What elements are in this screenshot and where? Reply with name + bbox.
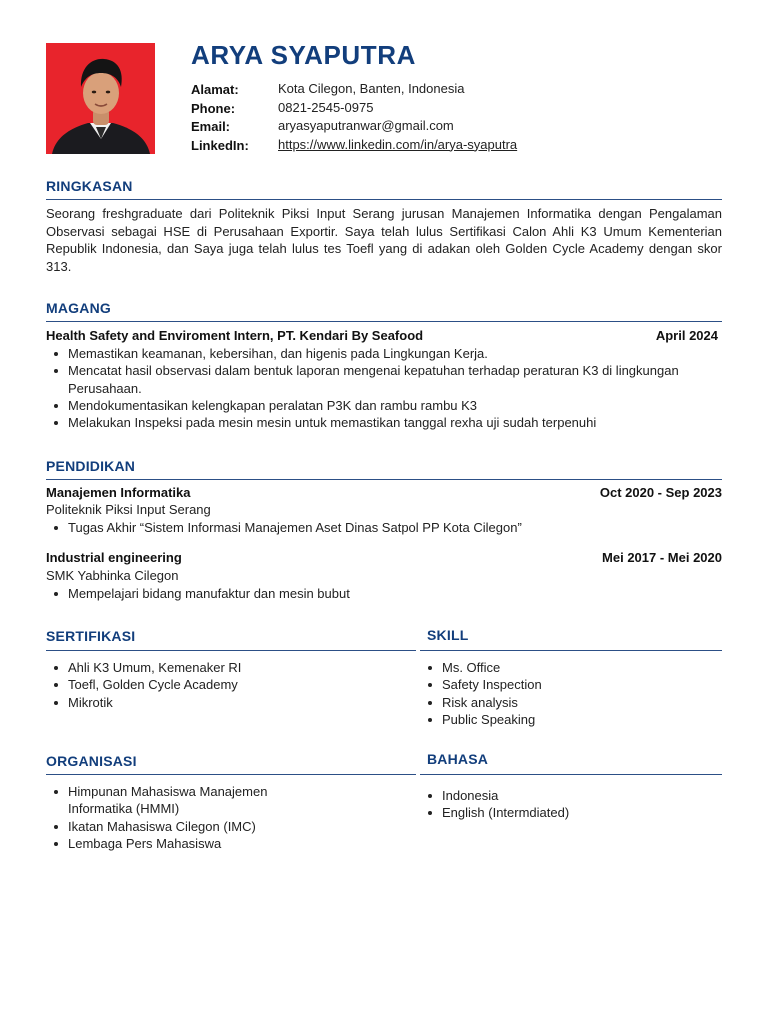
bullet-icon — [54, 790, 58, 794]
email-value: aryasyaputranwar@gmail.com — [278, 118, 454, 133]
language-text: English (Intermdiated) — [442, 805, 570, 821]
list-item — [420, 659, 722, 676]
section-divider — [46, 199, 722, 200]
internship-role: Health Safety and Enviroment Intern, PT. Kendari By Seafood — [46, 328, 424, 343]
section-title-magang: MAGANG — [46, 300, 111, 316]
education-school: Politeknik Piksi Input Serang — [46, 502, 211, 517]
bullet-icon — [54, 404, 58, 408]
section-divider — [46, 650, 416, 651]
organization-list — [46, 783, 306, 852]
phone-value: 0821-2545-0975 — [278, 99, 374, 115]
language-list — [420, 787, 722, 822]
section-title-organisasi: ORGANISASI — [46, 753, 137, 769]
bullet-icon — [428, 811, 432, 815]
section-title-bahasa: BAHASA — [427, 751, 489, 767]
section-divider — [420, 774, 722, 775]
contact-label: Phone: — [191, 100, 236, 116]
section-divider — [46, 321, 722, 322]
bullet-icon — [54, 421, 58, 425]
candidate-name: ARYA SYAPUTRA — [191, 40, 417, 70]
skill-list — [420, 659, 722, 728]
summary-text: Seorang freshgraduate dari Politeknik Piksi Input Serang jurusan Manajemen Informatika dengan Pengalaman Observasi sebagai HSE di Perusahaan Exportir. Saya telah lulus Sertifikasi Calon Ahli K3 Umum Kementerian Republik Indonesia, dan Saya juga telah lulus tes Toefl yang di adakan oleh Golden Cycle Academy dengan skor 313. — [46, 206, 722, 274]
bullet-icon — [54, 701, 58, 705]
education-date: Oct 2020 - Sep 2023 — [599, 485, 722, 500]
bullet-icon — [428, 683, 432, 687]
list-item — [420, 711, 722, 728]
organization-text: Himpunan Mahasiswa Manajemen Informatika (HMMI) — [68, 784, 268, 817]
certification-text: Mikrotik — [68, 694, 113, 710]
section-title-pendidikan: PENDIDIKAN — [46, 458, 136, 474]
list-item — [46, 694, 406, 711]
section-divider — [46, 774, 416, 775]
education-date: Mei 2017 - Mei 2020 — [602, 550, 722, 565]
certification-text: Toefl, Golden Cycle Academy — [68, 677, 238, 693]
note-text: Tugas Akhir “Sistem Informasi Manajemen Aset Dinas Satpol PP Kota Cilegon” — [68, 520, 522, 535]
section-title-ringkasan: RINGKASAN — [46, 178, 133, 194]
bullet-icon — [428, 701, 432, 705]
list-item — [420, 676, 722, 693]
organization-text: Lembaga Pers Mahasiswa — [68, 835, 222, 851]
bullet-icon — [54, 842, 58, 846]
contact-label: Email: — [191, 119, 231, 134]
skill-text: Safety Inspection — [442, 677, 542, 693]
list-item — [46, 585, 722, 602]
list-item — [46, 519, 722, 536]
note-text: Mempelajari bidang manufaktur dan mesin bubut — [68, 586, 350, 601]
list-item — [420, 804, 722, 821]
duty-text: Melakukan Inspeksi pada mesin mesin untuk memastikan tanggal rexha uji sudah terpenuhi — [68, 415, 597, 431]
education-notes — [46, 519, 722, 536]
profile-photo — [46, 43, 155, 154]
list-item — [46, 818, 306, 835]
bullet-icon — [428, 794, 432, 798]
education-school: SMK Yabhinka Cilegon — [46, 568, 179, 583]
section-title-skill: SKILL — [427, 627, 469, 643]
list-item — [46, 362, 722, 397]
bullet-icon — [54, 526, 58, 530]
bullet-icon — [428, 718, 432, 722]
list-item — [46, 676, 406, 693]
person-portrait-icon — [46, 43, 155, 154]
list-item — [46, 345, 722, 362]
bullet-icon — [428, 666, 432, 670]
list-item — [46, 783, 306, 818]
education-notes — [46, 585, 722, 602]
bullet-icon — [54, 352, 58, 356]
list-item — [46, 659, 406, 676]
skill-text: Public Speaking — [442, 711, 536, 727]
language-text: Indonesia — [442, 788, 499, 803]
bullet-icon — [54, 683, 58, 687]
section-divider — [420, 650, 722, 651]
education-program: Manajemen Informatika — [46, 485, 191, 500]
section-title-sertifikasi: SERTIFIKASI — [46, 628, 136, 644]
bullet-icon — [54, 592, 58, 596]
internship-duties — [46, 345, 722, 431]
skill-text: Ms. Office — [442, 660, 501, 675]
bullet-icon — [54, 666, 58, 670]
internship-date: April 2024 — [655, 328, 718, 343]
list-item — [46, 414, 722, 431]
list-item — [46, 835, 306, 852]
section-divider — [46, 479, 722, 480]
duty-text: Memastikan keamanan, kebersihan, dan higenis pada Lingkungan Kerja. — [68, 346, 488, 361]
duty-text: Mencatat hasil observasi dalam bentuk laporan mengenai kepatuhan terhadap peraturan K3 di lingkungan Perusahaan. — [68, 363, 679, 396]
list-item — [420, 787, 722, 804]
duty-text: Mendokumentasikan kelengkapan peralatan P3K dan rambu rambu K3 — [68, 397, 478, 413]
list-item — [46, 397, 722, 414]
bullet-icon — [54, 825, 58, 829]
education-program: Industrial engineering — [46, 550, 182, 565]
address-value: Kota Cilegon, Banten, Indonesia — [278, 81, 465, 96]
contact-label: Alamat: — [191, 82, 239, 97]
certification-list — [46, 659, 406, 711]
skill-text: Risk analysis — [442, 694, 518, 710]
certification-text: Ahli K3 Umum, Kemenaker RI — [68, 660, 242, 675]
bullet-icon — [54, 369, 58, 373]
organization-text: Ikatan Mahasiswa Cilegon (IMC) — [68, 818, 256, 834]
linkedin-link[interactable]: https://www.linkedin.com/in/arya-syaputra — [278, 136, 518, 152]
list-item — [420, 694, 722, 711]
contact-label: LinkedIn: — [191, 137, 249, 153]
